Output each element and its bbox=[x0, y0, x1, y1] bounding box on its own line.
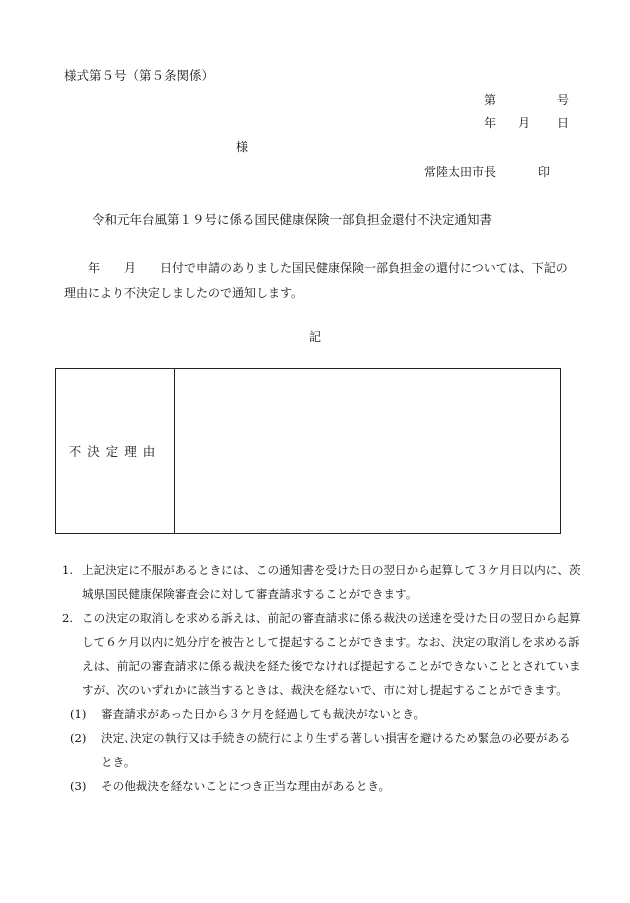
body-text: 年 月 日付で申請のありました国民健康保険一部負担金の還付については、下記の理由により不決定しましたので通知します。 bbox=[64, 261, 568, 300]
document-number-label: 第 bbox=[484, 93, 497, 107]
recipient-honorific: 様 bbox=[236, 140, 249, 154]
note-text: 上記決定に不服があるときには、この通知書を受けた日の翌日から起算して３ケ月日以内に、茨城県国民健康保険審査会に対して審査請求することができます。 bbox=[82, 563, 581, 601]
subnote-text: その他裁決を経ないことにつき正当な理由があるとき。 bbox=[101, 779, 391, 793]
subnote-item bbox=[62, 726, 582, 774]
seal-mark: 印 bbox=[538, 165, 551, 179]
reason-table bbox=[55, 368, 561, 534]
reason-value bbox=[175, 369, 561, 534]
date-year-label: 年 bbox=[484, 116, 497, 130]
subnote-number: (3) bbox=[70, 779, 87, 793]
date-day-label: 日 bbox=[557, 116, 570, 130]
note-number: 2. bbox=[62, 611, 74, 625]
note-item bbox=[62, 558, 582, 606]
subnote-item bbox=[62, 702, 582, 726]
note-number: 1. bbox=[62, 563, 74, 577]
document-number-suffix: 号 bbox=[557, 93, 570, 107]
note-text: この決定の取消しを求める訴えは、前記の審査請求に係る裁決の送達を受けた日の翌日から起算して６ケ月以内に処分庁を被告として提起することができます。なお、決定の取消しを求める訴えは、前記の審査請求に係る裁決を経た後でなければ提起することができないこととされていますが、次のいずれかに該当するときは、裁決を経ないで、市に対し提起することができます。 bbox=[82, 611, 581, 697]
reason-label: 不決定理由 bbox=[56, 369, 175, 534]
subnote-text: 決定､決定の執行又は手続きの続行により生ずる著しい損害を避けるため緊急の必要があるとき。 bbox=[101, 731, 571, 769]
subnote-number: (2) bbox=[70, 731, 87, 745]
document-title: 令和元年台風第１９号に係る国民健康保険一部負担金還付不決定通知書 bbox=[92, 212, 493, 227]
subnote-text: 審査請求があった日から３ケ月を経過しても裁決がないとき。 bbox=[101, 707, 426, 721]
form-id: 様式第５号（第５条関係） bbox=[64, 68, 215, 83]
subnote-item bbox=[62, 774, 582, 798]
sender-name: 常陸太田市長 bbox=[424, 165, 497, 179]
note-item bbox=[62, 606, 582, 702]
ki-heading: 記 bbox=[309, 330, 322, 344]
subnote-number: (1) bbox=[70, 707, 87, 721]
date-month-label: 月 bbox=[518, 116, 531, 130]
notes-section bbox=[62, 558, 582, 798]
